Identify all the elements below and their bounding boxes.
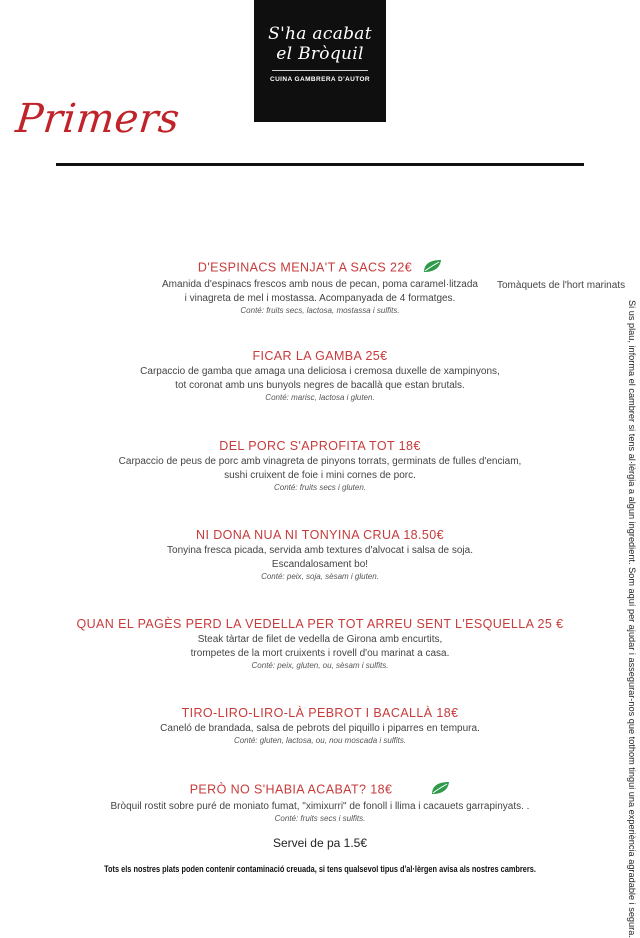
dish-title: FICAR LA GAMBA 25€ bbox=[252, 349, 388, 363]
dish-description: Amanida d'espinacs frescos amb nous de pecan, poma caramel·litzada bbox=[162, 279, 478, 290]
dish-title bbox=[60, 259, 580, 277]
logo-name-line2: el Bròquil bbox=[276, 44, 364, 64]
dish-item bbox=[60, 527, 580, 583]
dish-description: Tonyina fresca picada, servida amb textures d'alvocat i salsa de soja. bbox=[167, 545, 473, 556]
dish-description: Carpaccio de peus de porc amb vinagreta de pinyons torrats, germinats de fulles d'enciam, bbox=[118, 456, 522, 467]
dish-title: TIRO-LIRO-LIRO-LÀ PEBROT I BACALLÀ 18€ bbox=[181, 706, 459, 720]
dish-description: Caneló de brandada, salsa de pebrots del piquillo i piparres en tempura. bbox=[160, 723, 480, 734]
dish-allergens: Conté: fruits secs, lactosa, mostassa i sulfits. bbox=[240, 306, 400, 315]
dish-allergens: Conté: fruits secs i gluten. bbox=[273, 483, 367, 492]
dish-description: Steak tàrtar de filet de vedella de Girona amb encurtits, bbox=[197, 634, 443, 645]
dish-allergens: Conté: gluten, lactosa, ou, nou moscada i sulfits. bbox=[233, 736, 407, 745]
logo-divider bbox=[272, 70, 368, 71]
dish-allergens: Conté: fruits secs i sulfits. bbox=[274, 814, 366, 823]
dish-title: NI DONA NUA NI TONYINA CRUA 18.50€ bbox=[196, 528, 444, 542]
dish-description: Escandalosament bo! bbox=[271, 559, 369, 570]
leaf-icon bbox=[422, 259, 442, 277]
section-divider bbox=[56, 163, 584, 166]
dish-title: QUAN EL PAGÈS PERD LA VEDELLA PER TOT ARREU SENT L'ESQUELLA 25 € bbox=[76, 617, 564, 631]
logo-subtitle: CUINA GAMBRERA D'AUTOR bbox=[269, 76, 371, 83]
dish-description: trompetes de la mort cruixents i rovell d'ou marinat a casa. bbox=[190, 648, 450, 659]
side-note: Tomàquets de l'hort marinats bbox=[497, 280, 626, 291]
dish-allergens: Conté: peix, gluten, ou, sèsam i sulfits. bbox=[251, 661, 389, 670]
dish-item bbox=[60, 781, 580, 825]
dish-item bbox=[40, 616, 600, 672]
dish-title-text: PERÒ NO S'HABIA ACABAT? 18€ bbox=[189, 782, 393, 797]
dish-item bbox=[60, 348, 580, 404]
section-title: Primers bbox=[13, 96, 182, 142]
allergy-vertical-note: Si us plau, informa el cambrer si tens al·lèrgia a algun ingredient. Som aquí per ajudar i assegurar-nos que tothom tingui una experiència agradable i segura. bbox=[627, 300, 637, 938]
dish-description: sushi cruixent de foie i mini cornes de porc. bbox=[224, 470, 416, 481]
dish-description: Bròquil rostit sobre puré de moniato fumat, "ximixurri" de fonoll i llima i cacauets garrapinyats. . bbox=[110, 801, 530, 812]
dish-allergens: Conté: peix, soja, sèsam i gluten. bbox=[261, 572, 379, 581]
dish-allergens: Conté: marisc, lactosa i gluten. bbox=[265, 393, 375, 402]
dish-title bbox=[60, 781, 580, 799]
leaf-icon bbox=[430, 781, 450, 799]
restaurant-logo bbox=[254, 0, 386, 122]
dish-description: i vinagreta de mel i mostassa. Acompanyada de 4 formatges. bbox=[184, 293, 456, 304]
dish-item bbox=[60, 705, 580, 747]
dish-title: DEL PORC S'APROFITA TOT 18€ bbox=[219, 439, 421, 453]
dish-description: tot coronat amb uns bunyols negres de bacallà que estan brutals. bbox=[175, 380, 465, 391]
logo-name-line1: S'ha acabat bbox=[268, 24, 372, 44]
dish-description: Carpaccio de gamba que amaga una deliciosa i cremosa duxelle de xampinyons, bbox=[140, 366, 500, 377]
bread-service: Servei de pa 1.5€ bbox=[272, 836, 368, 850]
dish-title-text: D'ESPINACS MENJA'T A SACS 22€ bbox=[197, 260, 413, 275]
dish-item bbox=[60, 438, 580, 494]
allergen-footer-note: Tots els nostres plats poden contenir contaminació creuada, si tens qualsevol tipus d'al·lèrgen avisa als nostres cambrers. bbox=[104, 864, 536, 874]
